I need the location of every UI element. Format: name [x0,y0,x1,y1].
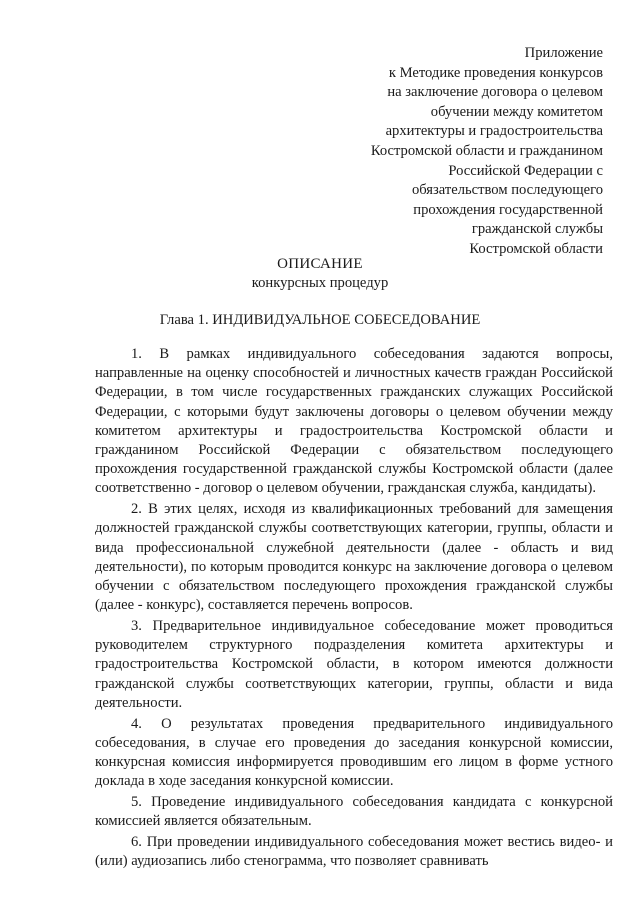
paragraph-2: 2. В этих целях, исходя из квалификационных требований для замещения должностей гражданской службы соответствующих категории, группы, области и вида профессиональной служебной деятельности (далее - область и вид деятельности), по которым проводится конкурс на заключение договора о целевом обучении с обязательством последующего прохождения гражданской службы (далее - конкурс), составляется перечень вопросов. [95,501,613,614]
document-subtitle: конкурсных процедур [251,275,389,291]
appendix-line: обучении между комитетом [430,103,603,120]
appendix-line: архитектуры и градостроительства [385,123,603,140]
paragraph-5: 5. Проведение индивидуального собеседования кандидата с конкурсной комиссией является обязательным. [95,794,613,830]
appendix-line: обязательством последующего [411,182,603,199]
appendix-line: гражданской службы [471,221,603,238]
paragraph-1: 1. В рамках индивидуального собеседования задаются вопросы, направленные на оценку способностей и личностных качеств граждан Российской Федерации, в том числе государственных гражданских служащих Российской Федерации, с которыми будут заключены договоры о целевом обучении между комитетом архитектуры и градостроительства Костромской области и гражданином Российской Федерации с обязательством последующего прохождения государственной гражданской службы Костромской области (далее соответственно - договор о целевом обучении, гражданская служба, кандидаты). [95,346,613,497]
appendix-line: Приложение [524,45,603,61]
document-title: ОПИСАНИЕ [277,256,363,272]
paragraph-4: 4. О результатах проведения предварительного индивидуального собеседования, в случае его проведения до заседания конкурсной комиссии, конкурсная комиссия информируется проводившим его лицом в форме устного доклада в ходе заседания конкурсной комиссии. [95,715,613,790]
appendix-line: к Методике проведения конкурсов [388,64,603,81]
appendix-line: Костромской области и гражданином [370,142,603,159]
appendix-note [273,44,603,260]
appendix-line: прохождения государственной [413,201,603,218]
paragraph-6: 6. При проведении индивидуального собеседования может вестись видео- и (или) аудиозапись либо стенограмма, что позволяет сравнивать [95,834,613,870]
paragraph-3: 3. Предварительное индивидуальное собеседование может проводиться руководителем структурного подразделения комитета архитектуры и градостроительства Костромской области, в котором имеются должности гражданской службы соответствующих категории, группы, области и вида деятельности. [95,618,613,711]
document-body [95,345,613,873]
appendix-line: на заключение договора о целевом [387,84,603,101]
appendix-line: Костромской области [469,240,603,257]
chapter-heading: Глава 1. ИНДИВИДУАЛЬНОЕ СОБЕСЕДОВАНИЕ [159,312,481,328]
appendix-line: Российской Федерации с [448,162,603,179]
